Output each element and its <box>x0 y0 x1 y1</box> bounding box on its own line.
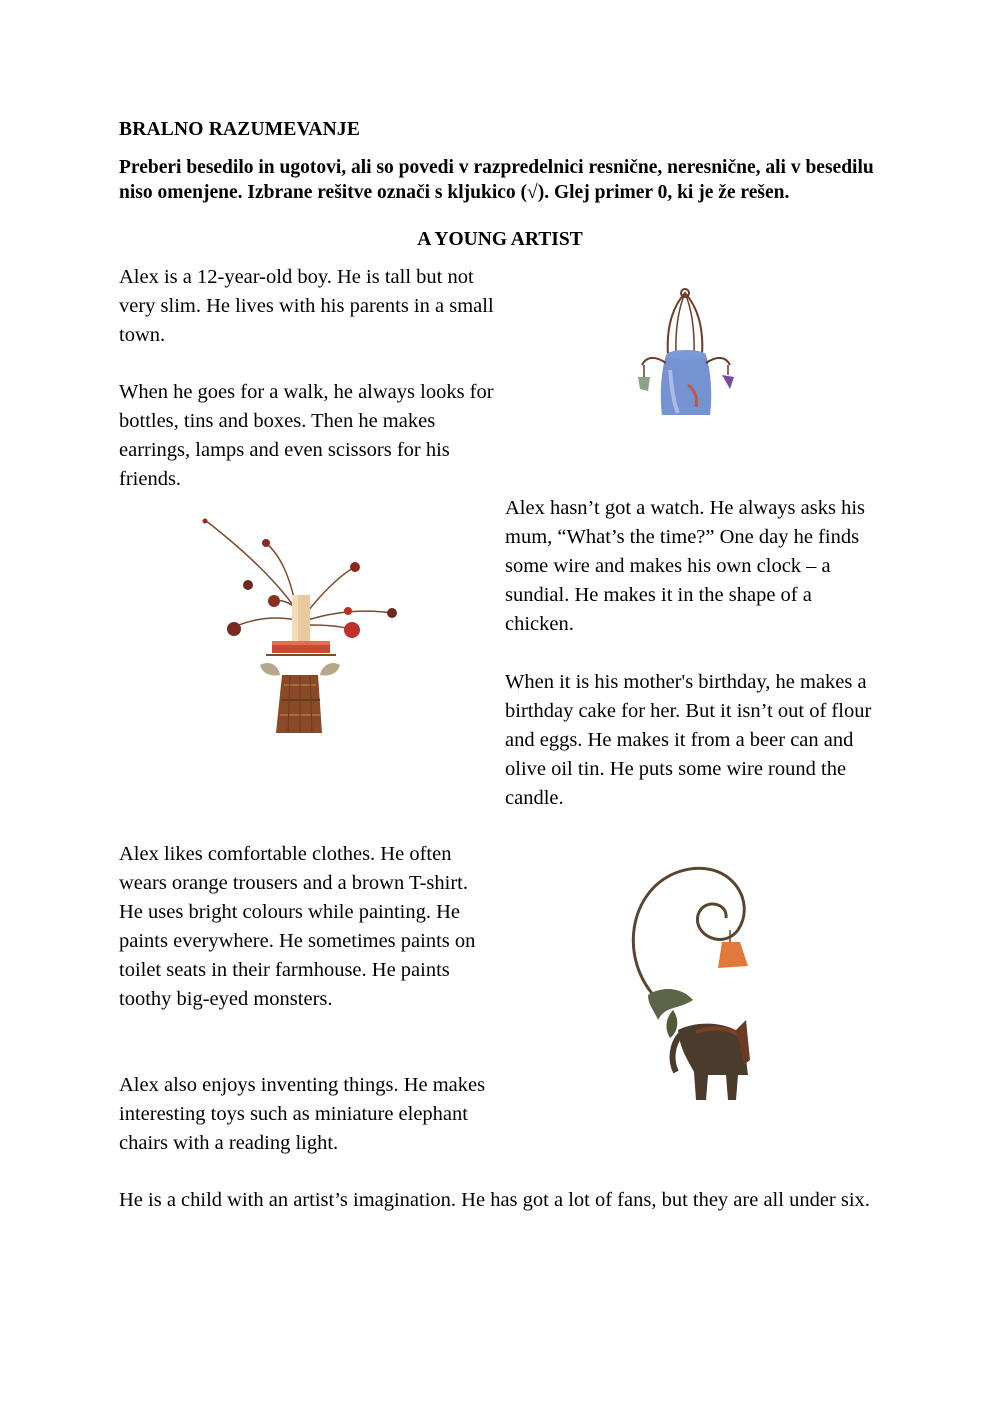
bottle-lamp-image <box>630 285 750 425</box>
paragraph-conclusion: He is a child with an artist’s imagination. He has got a lot of fans, but they are all under six. <box>119 1189 870 1211</box>
paragraph-watch: Alex hasn’t got a watch. He always asks his mum, “What’s the time?” One day he finds some wire and makes his own clock – a sundial. He makes it in the shape of a chicken. <box>505 497 866 635</box>
paragraph-birthday: When it is his mother's birthday, he makes a birthday cake for her. But it isn’t out of flour and eggs. He makes it from a beer can and olive oil tin. He puts some wire round the candle. <box>505 671 872 809</box>
worksheet-heading: BRALNO RAZUMEVANJE <box>119 119 361 140</box>
paragraph-intro: Alex is a 12-year-old boy. He is tall but not very slim. He lives with his parents in a small town. <box>119 266 494 346</box>
birthday-cake-sculpture-image <box>200 515 405 740</box>
instructions: Preberi besedilo in ugotovi, ali so povedi v razpredelnici resnične, neresnične, ali v besedilu niso omenjene. Izbrane rešitve označi s kljukico (√). Glej primer 0, ki je že rešen. <box>119 157 874 203</box>
paragraph-inventing: Alex also enjoys inventing things. He makes interesting toys such as miniature elephant chairs with a reading light. <box>119 1074 486 1154</box>
wire-elephant-lamp-image <box>618 860 763 1110</box>
paragraph-clothes: Alex likes comfortable clothes. He often wears orange trousers and a brown T-shirt. He uses bright colours while painting. He paints everywhere. He sometimes paints on toilet seats in their farmhouse. He paints toothy big-eyed monsters. <box>119 843 476 1010</box>
paragraph-walk: When he goes for a walk, he always looks for bottles, tins and boxes. Then he makes earrings, lamps and even scissors for his friends. <box>119 381 494 490</box>
story-title: A YOUNG ARTIST <box>417 229 583 250</box>
